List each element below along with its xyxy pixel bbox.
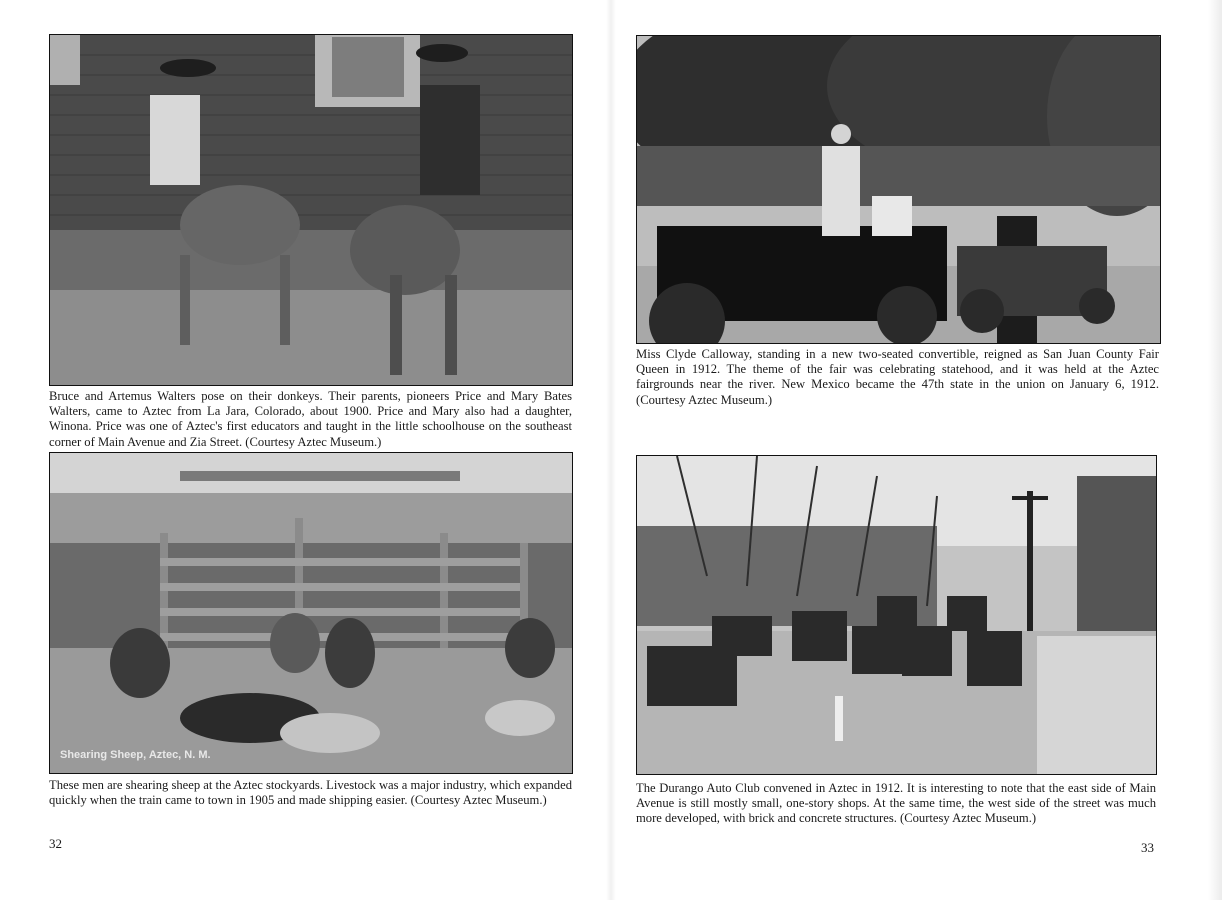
auto-club-photo-illustration (637, 456, 1156, 774)
caption-fair-queen: Miss Clyde Calloway, standing in a new two-seated convertible, reigned as San Juan County Fair Queen in 1912. The theme of the fair was celebrating statehood, and it was held at the Aztec fairgrounds near the river. New Mexico became the 47th state in the union on January 6, 1912. (Courtesy Aztec Museum.) (636, 347, 1159, 407)
page-edge (1208, 0, 1222, 900)
donkeys-photo-illustration (50, 35, 572, 385)
fair-queen-photo-illustration (637, 36, 1160, 343)
caption-durango-auto-club: The Durango Auto Club convened in Aztec in 1912. It is interesting to note that the east side of Main Avenue is still mostly small, one-story shops. At the same time, the west side of the street was much more developed, with brick and concrete structures. (Courtesy Aztec Museum.) (636, 781, 1156, 826)
photo-durango-auto-club (636, 455, 1157, 775)
photo-shearing-sheep (49, 452, 573, 774)
caption-donkeys: Bruce and Artemus Walters pose on their donkeys. Their parents, pioneers Price and Mary Bates Walters, came to Aztec from La Jara, Colorado, about 1900. Price and Mary also had a daughter, Winona. Price was one of Aztec's first educators and taught in the little schoolhouse on the southeast corner of Main Avenue and Zia Street. (Courtesy Aztec Museum.) (49, 389, 572, 449)
photo-overlay-label: Shearing Sheep, Aztec, N. M. (60, 749, 211, 761)
sheep-photo-illustration (50, 453, 572, 773)
page-number-right: 33 (1141, 840, 1154, 855)
photo-donkeys (49, 34, 573, 386)
photo-fair-queen (636, 35, 1161, 344)
caption-shearing-sheep: These men are shearing sheep at the Aztec stockyards. Livestock was a major industry, which expanded quickly when the train came to town in 1905 and made shipping easier. (Courtesy Aztec Museum.) (49, 778, 572, 808)
page-number-left: 32 (49, 836, 62, 851)
book-gutter (606, 0, 616, 900)
